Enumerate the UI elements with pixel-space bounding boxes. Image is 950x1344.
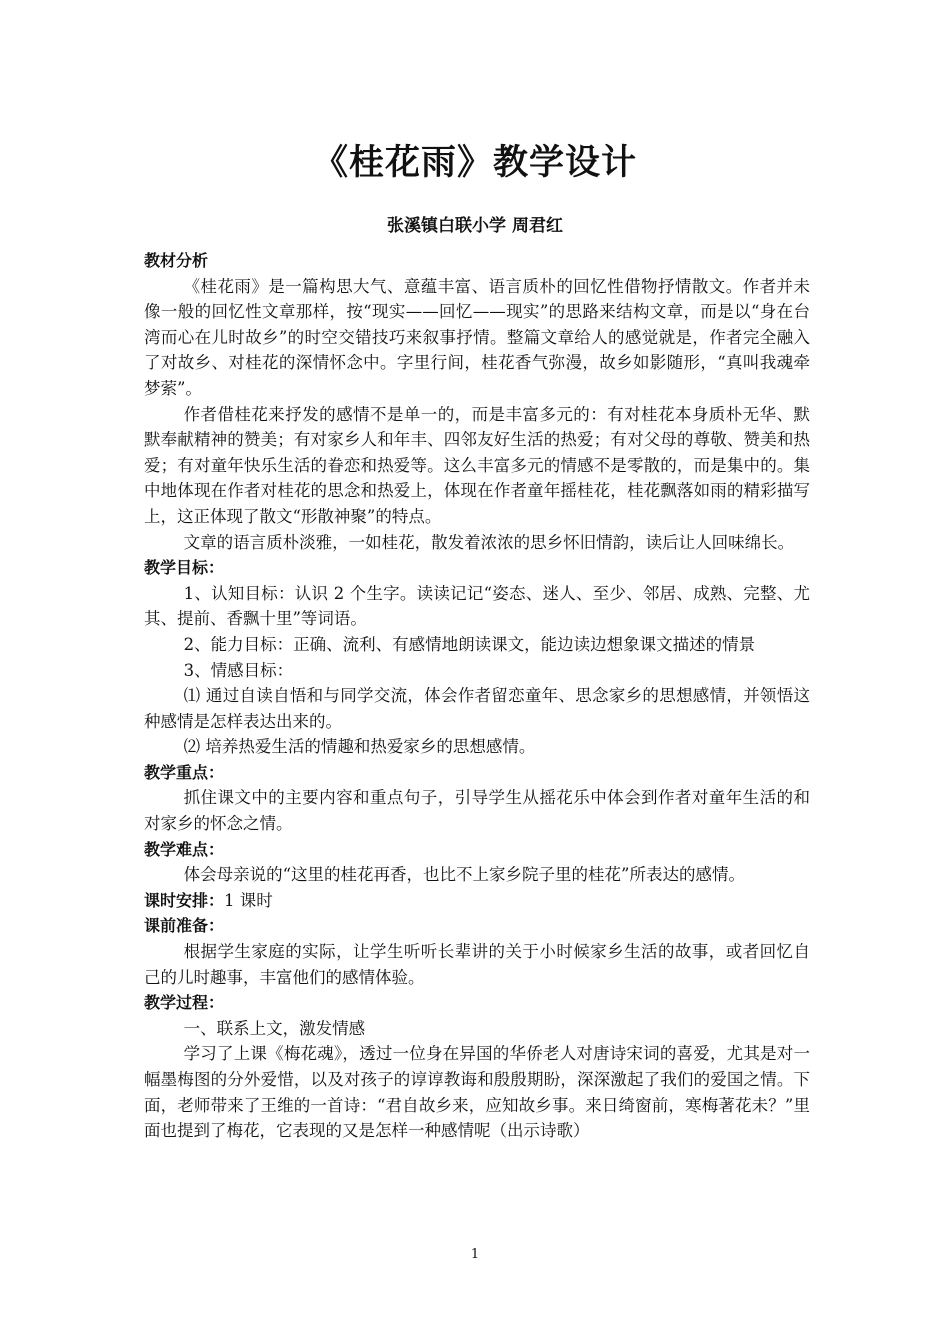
difficulties-paragraph: 体会母亲说的“这里的桂花再香，也比不上家乡院子里的桂花”所表达的感情。 — [183, 865, 745, 885]
author-line: 张溪镇白联小学 周君红 — [387, 216, 563, 236]
analysis-paragraph: 作者借桂花来抒发的感情不是单一的，而是丰富多元的：有对桂花本身质朴无华、默默奉献精神的赞美；有对家乡人和年丰、四邻友好生活的热爱；有对父母的尊敬、赞美和热爱；有对童年快乐生活的眷恋和热爱等。这么丰富多元的情感不是零散的，而是集中的。集中地体现在作者对桂花的思念和热爱上，体现在作者童年摇桂花，桂花飘落如雨的精彩描写上，这正体现了散文“形散神聚”的特点。 — [144, 404, 810, 526]
goal-item: 1、认知目标：认识 2 个生字。读读记记“姿态、迷人、至少、邻居、成熟、完整、尤其、提前、香飘十里”等词语。 — [144, 583, 810, 629]
page-number: 1 — [470, 1247, 480, 1262]
schedule-row — [144, 888, 810, 914]
analysis-paragraph: 文章的语言质朴淡雅，一如桂花，散发着浓浓的思乡怀旧情韵，读后让人回味绵长。 — [183, 532, 795, 552]
section-heading-key-points: 教学重点： — [144, 762, 225, 782]
section-heading-process: 教学过程： — [144, 993, 225, 1013]
preparation-paragraph: 根据学生家庭的实际，让学生听听长辈讲的关于小时候家乡生活的故事，或者回忆自己的儿时趣事，丰富他们的感情体验。 — [144, 942, 810, 987]
key-points-paragraph: 抓住课文中的主要内容和重点句子，引导学生从摇花乐中体会到作者对童年生活的和对家乡的怀念之情。 — [144, 788, 810, 834]
section-heading-goals: 教学目标： — [144, 558, 225, 578]
process-paragraph: 学习了上课《梅花魂》，透过一位身在异国的华侨老人对唐诗宋词的喜爱，尤其是对一幅墨梅图的分外爱惜，以及对孩子的谆谆教诲和殷殷期盼，深深激起了我们的爱国之情。下面，老师带来了王维的一首诗：“君自故乡来，应知故乡事。来日绮窗前，寒梅著花未？”里面也提到了梅花，它表现的又是怎样一种感情呢（出示诗歌） — [144, 1044, 810, 1141]
process-subheading: 一、联系上文，激发情感 — [183, 1018, 366, 1038]
document-body — [144, 248, 810, 1144]
goal-item: ⑴ 通过自读自悟和与同学交流，体会作者留恋童年、思念家乡的思想感情，并领悟这种感情是怎样表达出来的。 — [144, 686, 810, 731]
section-heading-preparation: 课前准备： — [144, 916, 225, 936]
goal-item: 2、能力目标：正确、流利、有感情地朗读课文，能边读边想象课文描述的情景 — [183, 634, 756, 654]
schedule-value: 1 课时 — [224, 890, 273, 910]
analysis-paragraph: 《桂花雨》是一篇构思大气、意蕴丰富、语言质朴的回忆性借物抒情散文。作者并未像一般的回忆性文章那样，按“现实——回忆——现实”的思路来结构文章，而是以“身在台湾而心在儿时故乡”的时空交错技巧来叙事抒情。整篇文章给人的感觉就是，作者完全融入了对故乡、对桂花的深情怀念中。字里行间，桂花香气弥漫，故乡如影随形，“真叫我魂牵梦萦”。 — [144, 276, 810, 398]
section-heading-schedule: 课时安排： — [144, 890, 225, 910]
section-heading-analysis: 教材分析 — [144, 251, 209, 270]
goal-item: 3、情感目标： — [183, 660, 294, 680]
section-heading-difficulties: 教学难点： — [144, 839, 225, 859]
goal-item: ⑵ 培养热爱生活的情趣和热爱家乡的思想感情。 — [183, 737, 536, 757]
document-title: 《桂花雨》教学设计 — [312, 143, 637, 183]
